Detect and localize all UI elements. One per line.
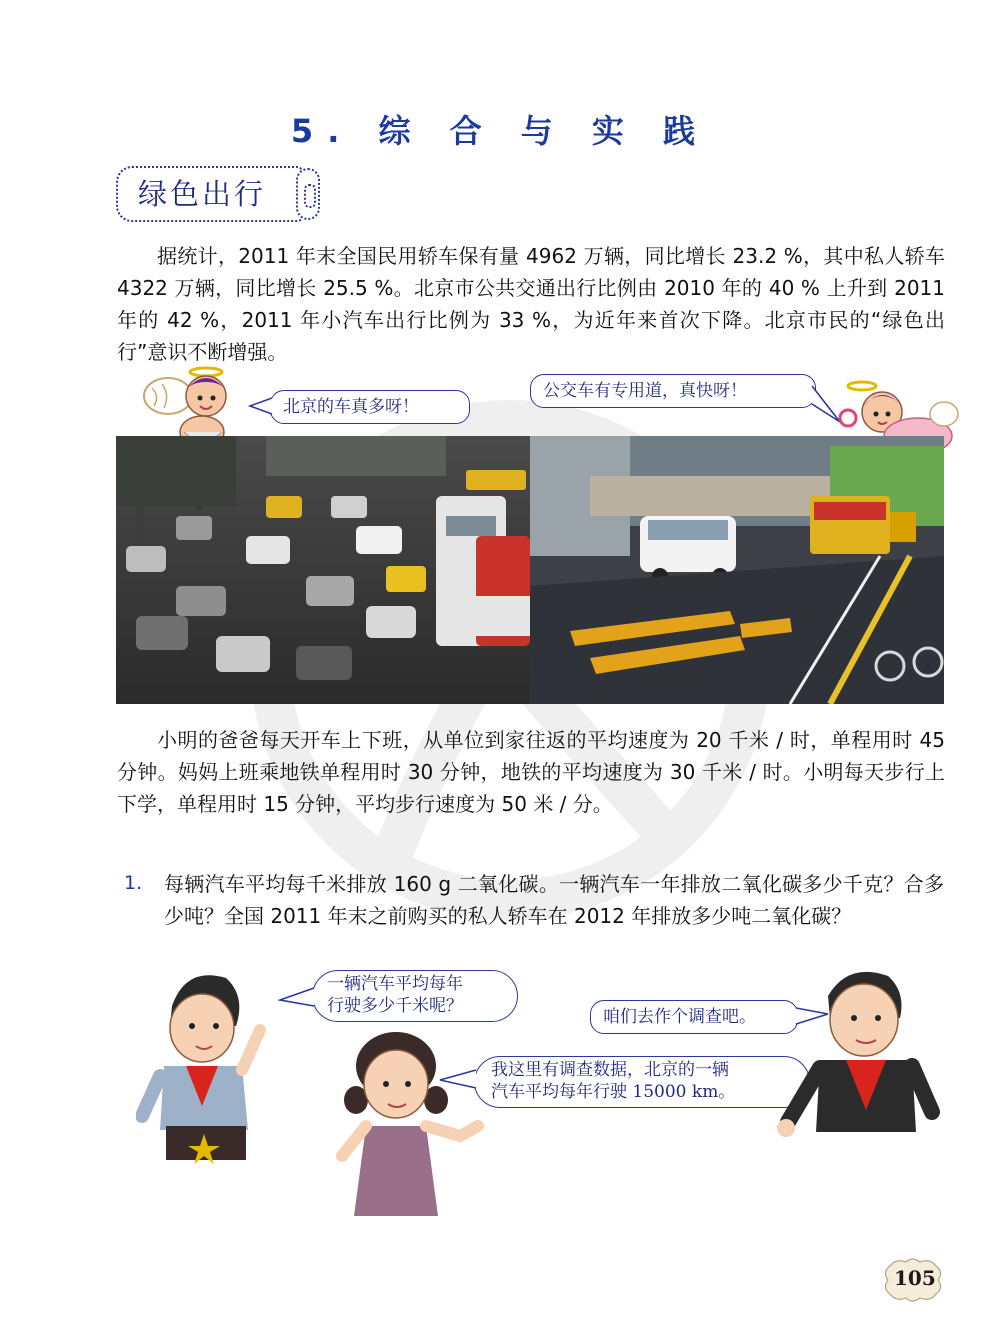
speech-bubble-boy-right-text: 咱们去作个调查吧。 [603, 1007, 756, 1027]
intro-paragraph [117, 240, 945, 368]
bubble-tail-girl [438, 1068, 478, 1092]
page-title: 5. 综 合 与 实 践 [290, 112, 710, 150]
speech-bubble-girl [474, 1056, 810, 1108]
speech-bubble-boy-right [590, 1000, 798, 1034]
story-text: 小明的爸爸每天开车上下班，从单位到家往返的平均速度为 20 千米 / 时，单程用时 45 分钟。妈妈上班乘地铁单程用时 30 分钟，地铁的平均速度为 30 千米 / 时。小明每天步行上下学，单程用时 15 分钟，平均步行速度为 50 米 / 分。 [117, 728, 945, 816]
bubble-tail-boy-left [278, 986, 316, 1010]
boy-left-illustration-icon [136, 966, 276, 1166]
speech-bubble-boy-left-line2: 行驶多少千米呢？ [327, 996, 463, 1016]
bubble-tail-left [248, 392, 274, 418]
boy-right-illustration-icon [776, 962, 946, 1152]
story-paragraph [117, 724, 945, 820]
speech-bubble-right [530, 374, 816, 408]
speech-bubble-left-text: 北京的车真多呀！ [283, 397, 419, 417]
speech-bubble-boy-left [312, 970, 518, 1022]
intro-text: 据统计，2011 年末全国民用轿车保有量 4962 万辆，同比增长 23.2 %，其中私人轿车 4322 万辆，同比增长 25.5 %。北京市公共交通出行比例由 2010 年的 40 % 上升到 2011 年的 42 %，2011 年小汽车出行比例为 33 %，为近年来首次下降。北京市民的“绿色出行”意识不断增强。 [117, 244, 945, 364]
section-tag-label: 绿色出行 [138, 177, 267, 211]
speech-bubble-girl-line2: 汽车平均每年行驶 15000 km。 [491, 1082, 736, 1102]
speech-bubble-right-text: 公交车有专用道，真快呀！ [543, 381, 747, 401]
speech-bubble-girl-line1: 我这里有调查数据，北京的一辆 [491, 1060, 729, 1080]
speech-bubble-left [270, 390, 470, 424]
page-number: 105 [894, 1266, 936, 1290]
problem-number: 1. [124, 872, 143, 894]
scroll-roll-icon [296, 168, 320, 220]
speech-bubble-boy-left-line1: 一辆汽车平均每年 [327, 974, 463, 994]
bus-lane-photo [530, 436, 944, 704]
problem-text: 每辆汽车平均每千米排放 160 g 二氧化碳。一辆汽车一年排放二氧化碳多少千克？合多少吨？全国 2011 年末之前购买的私人轿车在 2012 年排放多少吨二氧化碳？ [164, 872, 944, 928]
girl-illustration-icon [320, 1026, 490, 1216]
traffic-jam-photo [116, 436, 530, 704]
